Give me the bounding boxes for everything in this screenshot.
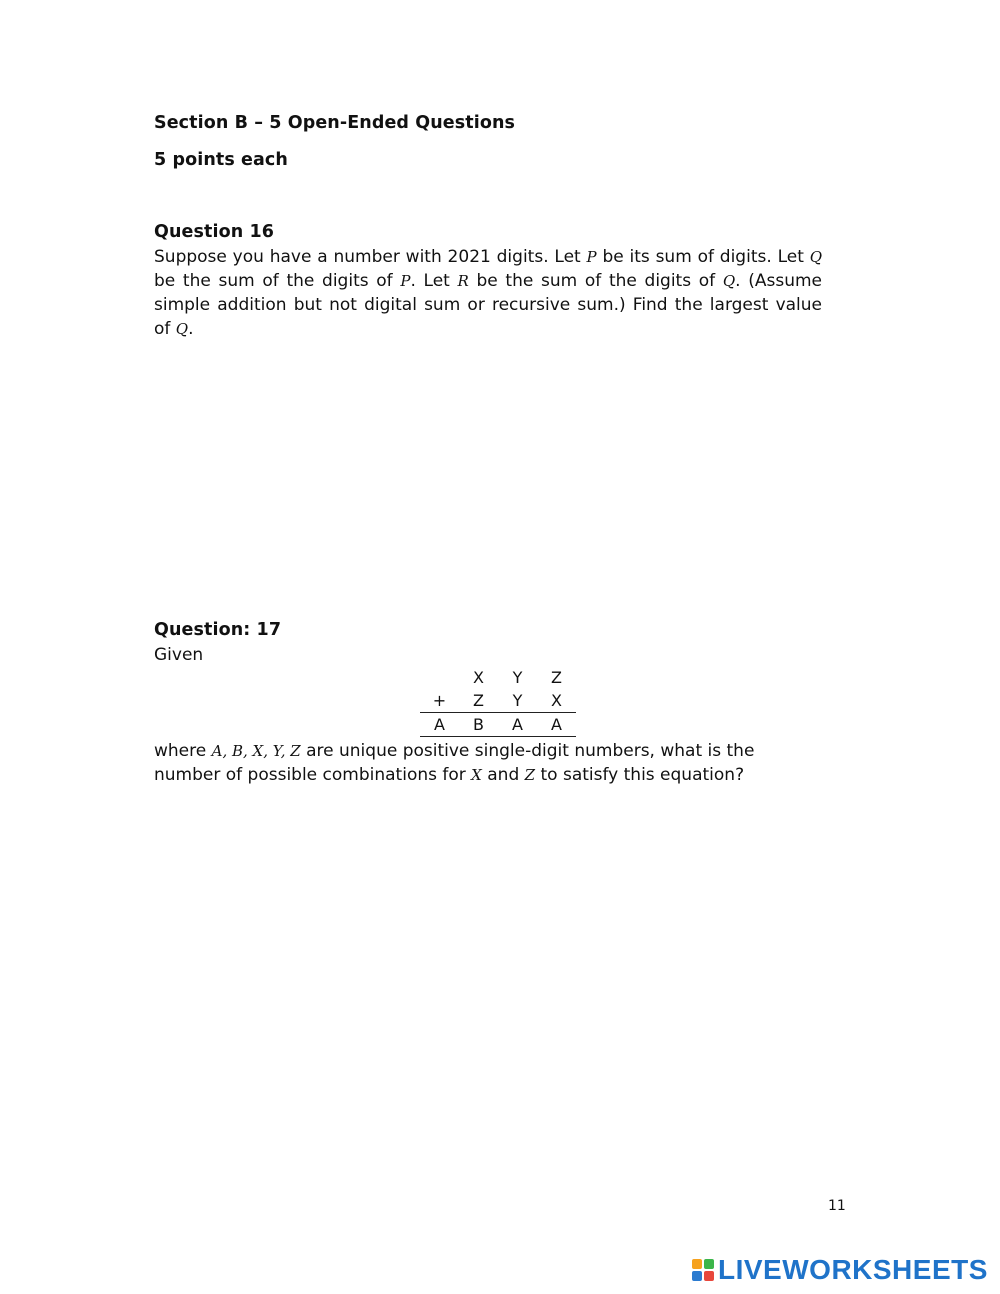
section-points: 5 points each (154, 150, 288, 170)
question-17-given: Given (154, 645, 204, 665)
addition-cell: Y (512, 691, 523, 710)
addition-cell (420, 666, 459, 689)
addition-cell: Z (473, 691, 484, 710)
brand-name: LIVEWORKSHEETS (718, 1254, 988, 1285)
question-16-text: Suppose you have a number with 2021 digits. Let P be its sum of digits. Let Q be the sum of the digits of P. Let R be the sum of the digits of Q. (Assume simple addition but not digital sum or recursive sum.) Find the largest value of Q. (154, 247, 823, 339)
page-number: 11 (828, 1198, 846, 1214)
addition-cell: Z (551, 668, 562, 687)
math-var: Q (809, 248, 822, 266)
math-var: Q (722, 272, 736, 290)
question-16-title: Question 16 (154, 222, 275, 242)
addition-cell: X (473, 668, 484, 687)
math-var: Q (175, 320, 189, 338)
addition-cell: Y (512, 668, 523, 687)
brand-footer[interactable] (692, 1254, 988, 1286)
math-var: X (471, 766, 482, 784)
math-var: A, B, X, Y, Z (211, 742, 301, 760)
math-var: R (457, 272, 469, 290)
sum-cell: B (459, 713, 498, 737)
addition-row (420, 666, 576, 689)
math-var: P (586, 248, 597, 266)
math-var: Z (524, 766, 536, 784)
question-17-title: Question: 17 (154, 620, 282, 640)
sum-cell: A (537, 713, 576, 737)
addition-sum-row (420, 713, 576, 737)
addition-problem (420, 666, 576, 737)
addition-row (420, 689, 576, 713)
math-var: P (400, 272, 411, 290)
sum-cell: A (420, 713, 459, 737)
plus-sign: + (432, 691, 447, 710)
addition-cell: X (551, 691, 562, 710)
sum-cell: A (498, 713, 537, 737)
liveworksheets-logo-icon (692, 1259, 714, 1281)
section-title: Section B – 5 Open-Ended Questions (154, 113, 516, 133)
question-17-text: where A, B, X, Y, Z are unique positive single-digit numbers, what is the number of possible combinations for X and Z to satisfy this equation? (154, 741, 755, 785)
